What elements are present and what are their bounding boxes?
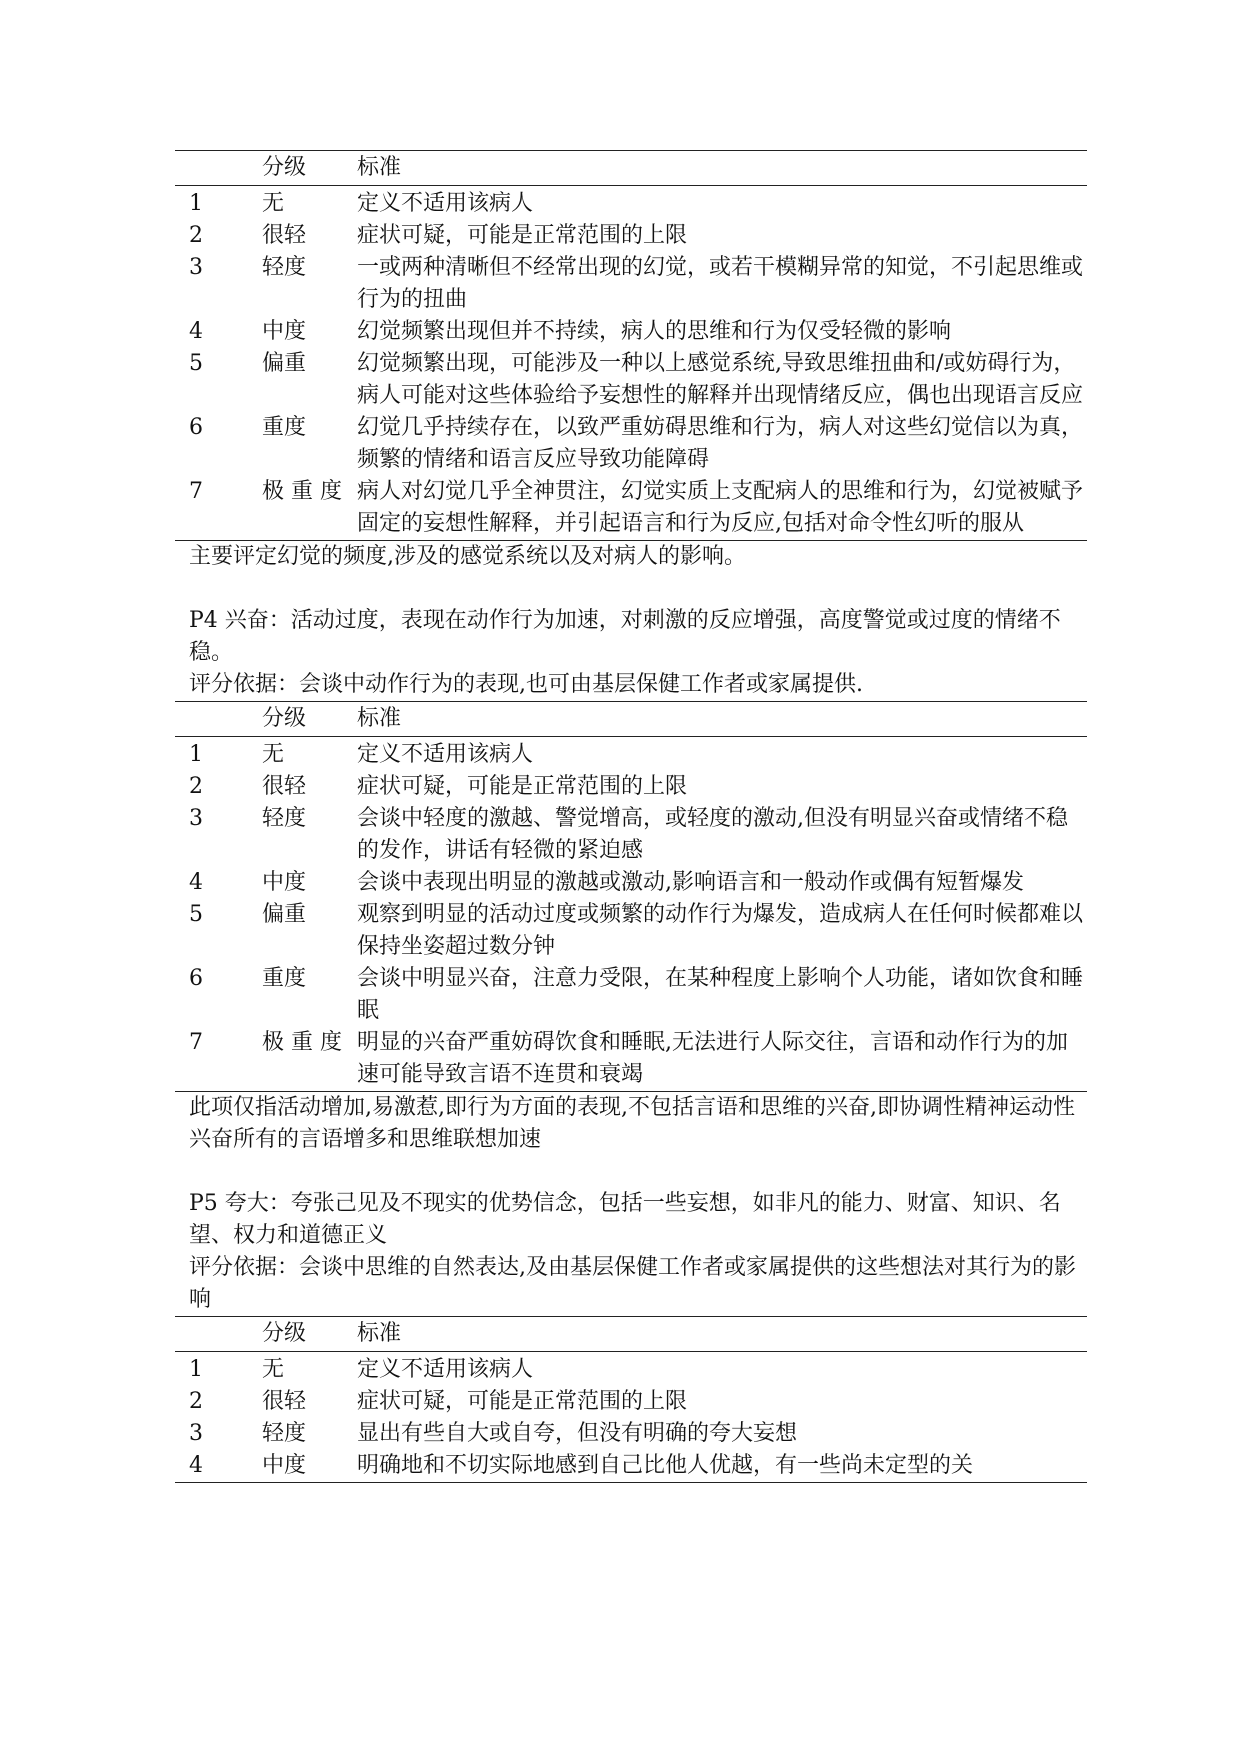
table-row — [175, 476, 1087, 540]
document-page — [175, 150, 1087, 1483]
score-cell: 6 — [189, 415, 203, 440]
score-cell: 2 — [189, 1389, 203, 1414]
grade-cell: 无 — [262, 1357, 285, 1382]
table-row — [175, 1354, 1087, 1386]
criteria-cell: 幻觉频繁出现，可能涉及一种以上感觉系统,导致思维扭曲和/或妨碍行为，病人可能对这些体验给予妄想性的解释并出现情绪反应，偶也出现语言反应 — [357, 351, 1084, 408]
criteria-cell: 会谈中轻度的激越、警觉增高，或轻度的激动,但没有明显兴奋或情绪不稳的发作，讲话有轻微的紧迫感 — [357, 806, 1068, 863]
grade-cell: 重度 — [262, 966, 307, 991]
header-grade: 分级 — [262, 706, 307, 731]
rating-table-p4 — [175, 701, 1087, 1092]
table-header — [175, 151, 1087, 186]
table-row — [175, 1450, 1087, 1482]
criteria-cell: 定义不适用该病人 — [357, 191, 534, 216]
grade-cell: 轻度 — [262, 1421, 307, 1446]
criteria-cell: 症状可疑，可能是正常范围的上限 — [357, 774, 688, 799]
score-cell: 7 — [189, 479, 203, 504]
grade-cell: 极 重 度 — [262, 1030, 342, 1055]
criteria-cell: 显出有些自大或自夸，但没有明确的夸大妄想 — [357, 1421, 798, 1446]
score-cell: 7 — [189, 1030, 203, 1055]
score-cell: 2 — [189, 774, 203, 799]
criteria-cell: 明确地和不切实际地感到自己比他人优越，有一些尚未定型的关 — [357, 1453, 974, 1478]
score-cell: 4 — [189, 870, 203, 895]
header-criteria: 标准 — [357, 1321, 402, 1346]
table-row — [175, 899, 1087, 963]
table-row — [175, 412, 1087, 476]
table-row — [175, 1418, 1087, 1450]
item-definition: P4 兴奋：活动过度，表现在动作行为加速，对刺激的反应增强，高度警觉或过度的情绪不稳。 — [189, 608, 1061, 665]
grade-cell: 中度 — [262, 1453, 307, 1478]
table-row — [175, 1386, 1087, 1418]
header-criteria: 标准 — [357, 155, 402, 180]
score-cell: 1 — [189, 191, 203, 216]
table-body — [175, 186, 1087, 540]
table-header — [175, 702, 1087, 737]
grade-cell: 中度 — [262, 319, 307, 344]
grade-cell: 很轻 — [262, 223, 307, 248]
header-grade: 分级 — [262, 155, 307, 180]
score-cell: 5 — [189, 351, 203, 376]
score-cell: 3 — [189, 255, 203, 280]
rating-table-p5 — [175, 1316, 1087, 1483]
grade-cell: 很轻 — [262, 1389, 307, 1414]
item-definition: P5 夸大：夸张己见及不现实的优势信念，包括一些妄想，如非凡的能力、财富、知识、名望、权力和道德正义 — [189, 1191, 1061, 1248]
scoring-basis: 评分依据：会谈中动作行为的表现,也可由基层保健工作者或家属提供. — [189, 672, 863, 697]
table-row — [175, 739, 1087, 771]
score-cell: 4 — [189, 1453, 203, 1478]
score-cell: 5 — [189, 902, 203, 927]
table-row — [175, 771, 1087, 803]
header-grade: 分级 — [262, 1321, 307, 1346]
criteria-cell: 会谈中明显兴奋，注意力受限，在某种程度上影响个人功能，诸如饮食和睡眠 — [357, 966, 1084, 1023]
table-body — [175, 1352, 1087, 1482]
header-criteria: 标准 — [357, 706, 402, 731]
grade-cell: 轻度 — [262, 806, 307, 831]
table-row — [175, 252, 1087, 316]
table-row — [175, 188, 1087, 220]
criteria-cell: 症状可疑，可能是正常范围的上限 — [357, 1389, 688, 1414]
grade-cell: 轻度 — [262, 255, 307, 280]
score-cell: 3 — [189, 806, 203, 831]
score-cell: 1 — [189, 1357, 203, 1382]
grade-cell: 中度 — [262, 870, 307, 895]
table-row — [175, 1027, 1087, 1091]
table-row — [175, 803, 1087, 867]
criteria-cell: 观察到明显的活动过度或频繁的动作行为爆发，造成病人在任何时候都难以保持坐姿超过数分钟 — [357, 902, 1084, 959]
table-row — [175, 316, 1087, 348]
score-cell: 4 — [189, 319, 203, 344]
criteria-cell: 病人对幻觉几乎全神贯注，幻觉实质上支配病人的思维和行为，幻觉被赋予固定的妄想性解释，并引起语言和行为反应,包括对命令性幻听的服从 — [357, 479, 1084, 536]
criteria-cell: 幻觉几乎持续存在，以致严重妨碍思维和行为，病人对这些幻觉信以为真，频繁的情绪和语言反应导致功能障碍 — [357, 415, 1084, 472]
grade-cell: 偏重 — [262, 351, 307, 376]
table-row — [175, 867, 1087, 899]
score-cell: 6 — [189, 966, 203, 991]
table-header — [175, 1317, 1087, 1352]
score-cell: 3 — [189, 1421, 203, 1446]
grade-cell: 重度 — [262, 415, 307, 440]
criteria-cell: 幻觉频繁出现但并不持续，病人的思维和行为仅受轻微的影响 — [357, 319, 952, 344]
criteria-cell: 明显的兴奋严重妨碍饮食和睡眠,无法进行人际交往，言语和动作行为的加速可能导致言语不连贯和衰竭 — [357, 1030, 1068, 1087]
grade-cell: 极 重 度 — [262, 479, 342, 504]
table-row — [175, 220, 1087, 252]
criteria-cell: 定义不适用该病人 — [357, 742, 534, 767]
table-row — [175, 963, 1087, 1027]
scoring-basis: 评分依据：会谈中思维的自然表达,及由基层保健工作者或家属提供的这些想法对其行为的影响 — [189, 1255, 1076, 1312]
grade-cell: 无 — [262, 191, 285, 216]
table-row — [175, 348, 1087, 412]
table-note: 此项仅指活动增加,易激惹,即行为方面的表现,不包括言语和思维的兴奋,即协调性精神运动性兴奋所有的言语增多和思维联想加速 — [189, 1095, 1075, 1152]
criteria-cell: 定义不适用该病人 — [357, 1357, 534, 1382]
rating-table-p3 — [175, 150, 1087, 541]
grade-cell: 偏重 — [262, 902, 307, 927]
criteria-cell: 症状可疑，可能是正常范围的上限 — [357, 223, 688, 248]
criteria-cell: 会谈中表现出明显的激越或激动,影响语言和一般动作或偶有短暂爆发 — [357, 870, 1024, 895]
table-body — [175, 737, 1087, 1091]
table-note: 主要评定幻觉的频度,涉及的感觉系统以及对病人的影响。 — [189, 544, 746, 569]
criteria-cell: 一或两种清晰但不经常出现的幻觉，或若干模糊异常的知觉，不引起思维或行为的扭曲 — [357, 255, 1084, 312]
grade-cell: 很轻 — [262, 774, 307, 799]
score-cell: 2 — [189, 223, 203, 248]
score-cell: 1 — [189, 742, 203, 767]
grade-cell: 无 — [262, 742, 285, 767]
